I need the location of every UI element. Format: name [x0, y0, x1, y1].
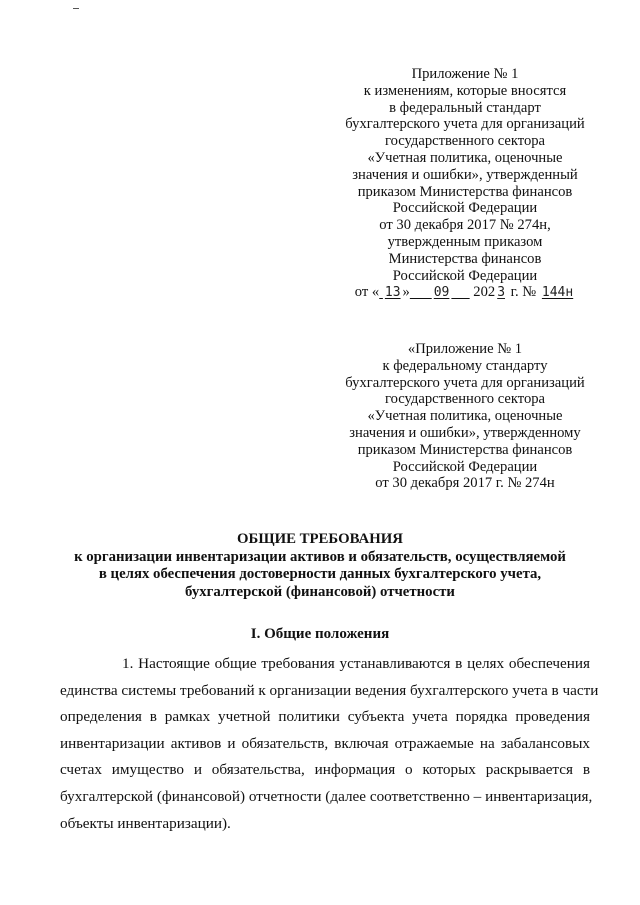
appendix-line: значения и ошибки», утвержденный [352, 166, 578, 183]
paragraph-line: инвентаризации активов и обязательств, включая отражаемые на забалансовых [60, 734, 590, 752]
appendix-header-original [330, 341, 600, 492]
document-title: ОБЩИЕ ТРЕБОВАНИЯ [237, 531, 403, 547]
order-number: 144н [541, 285, 574, 301]
appendix-line: Российской Федерации [392, 200, 538, 217]
appendix-line: от 30 декабря 2017 г. № 274н [375, 475, 555, 492]
document-subtitle-line: в целях обеспечения достоверности данных бухгалтерского учета, [98, 566, 542, 583]
appendix-line: бухгалтерского учета для организаций [345, 374, 585, 391]
scan-mark [73, 8, 79, 9]
appendix-line: Российской Федерации [392, 458, 538, 475]
appendix-line: значения и ошибки», утвержденному [349, 424, 581, 441]
appendix-line: приказом Министерства финансов [357, 183, 573, 200]
appendix-line: государственного сектора [384, 391, 546, 408]
document-heading [40, 531, 600, 601]
appendix-line: Приложение № 1 [411, 66, 519, 82]
date-day-field [379, 284, 402, 300]
section-title: I. Общие положения [250, 626, 390, 642]
document-subtitle-line: к организации инвентаризации активов и обязательств, осуществляемой [74, 548, 566, 565]
appendix-header-amendment [330, 66, 600, 302]
appendix-line: «Учетная политика, оценочные [367, 149, 563, 166]
paragraph-line: 1. Настоящие общие требования устанавливаются в целях обеспечения [122, 655, 590, 672]
order-number-field [540, 284, 575, 300]
paragraph-line: единства системы требований к организации ведения бухгалтерского учета в части [60, 681, 599, 699]
document-subtitle-line: бухгалтерской (финансовой) отчетности [185, 583, 455, 600]
appendix-line: «Приложение № 1 [407, 341, 523, 357]
appendix-line: «Учетная политика, оценочные [367, 408, 563, 425]
date-day: 13 [384, 285, 401, 301]
date-month: 09 [433, 285, 450, 301]
date-quote-close: » [402, 284, 410, 301]
appendix-line: бухгалтерского учета для организаций [345, 116, 585, 133]
paragraph-line: счетах имущество и обязательства, информация о которых раскрывается в [60, 761, 590, 779]
paragraph-line: объекты инвентаризации). [60, 814, 231, 832]
appendix-line: государственного сектора [384, 133, 546, 150]
date-year-digit: 3 [497, 285, 506, 301]
paragraph-line: определения в рамках учетной политики субъекта учета порядка проведения [60, 708, 590, 726]
date-prefix: от « [354, 284, 380, 301]
order-date-line [330, 284, 600, 302]
date-year-suffix: г. № [507, 284, 537, 301]
appendix-line: утвержденным приказом [387, 233, 543, 250]
appendix-line: к изменениям, которые вносятся [363, 82, 567, 99]
appendix-line: приказом Министерства финансов [357, 441, 573, 458]
appendix-line: Министерства финансов [388, 250, 542, 267]
appendix-line: от 30 декабря 2017 № 274н, [379, 217, 551, 234]
appendix-line: к федеральному стандарту [382, 357, 548, 374]
date-year-prefix: 202 [473, 284, 496, 301]
appendix-line: Российской Федерации [392, 267, 538, 284]
paragraph-line: бухгалтерской (финансовой) отчетности (далее соответственно – инвентаризация, [60, 787, 593, 805]
paragraph-1 [60, 651, 599, 837]
appendix-line: в федеральный стандарт [389, 99, 541, 116]
date-month-field [410, 284, 470, 300]
